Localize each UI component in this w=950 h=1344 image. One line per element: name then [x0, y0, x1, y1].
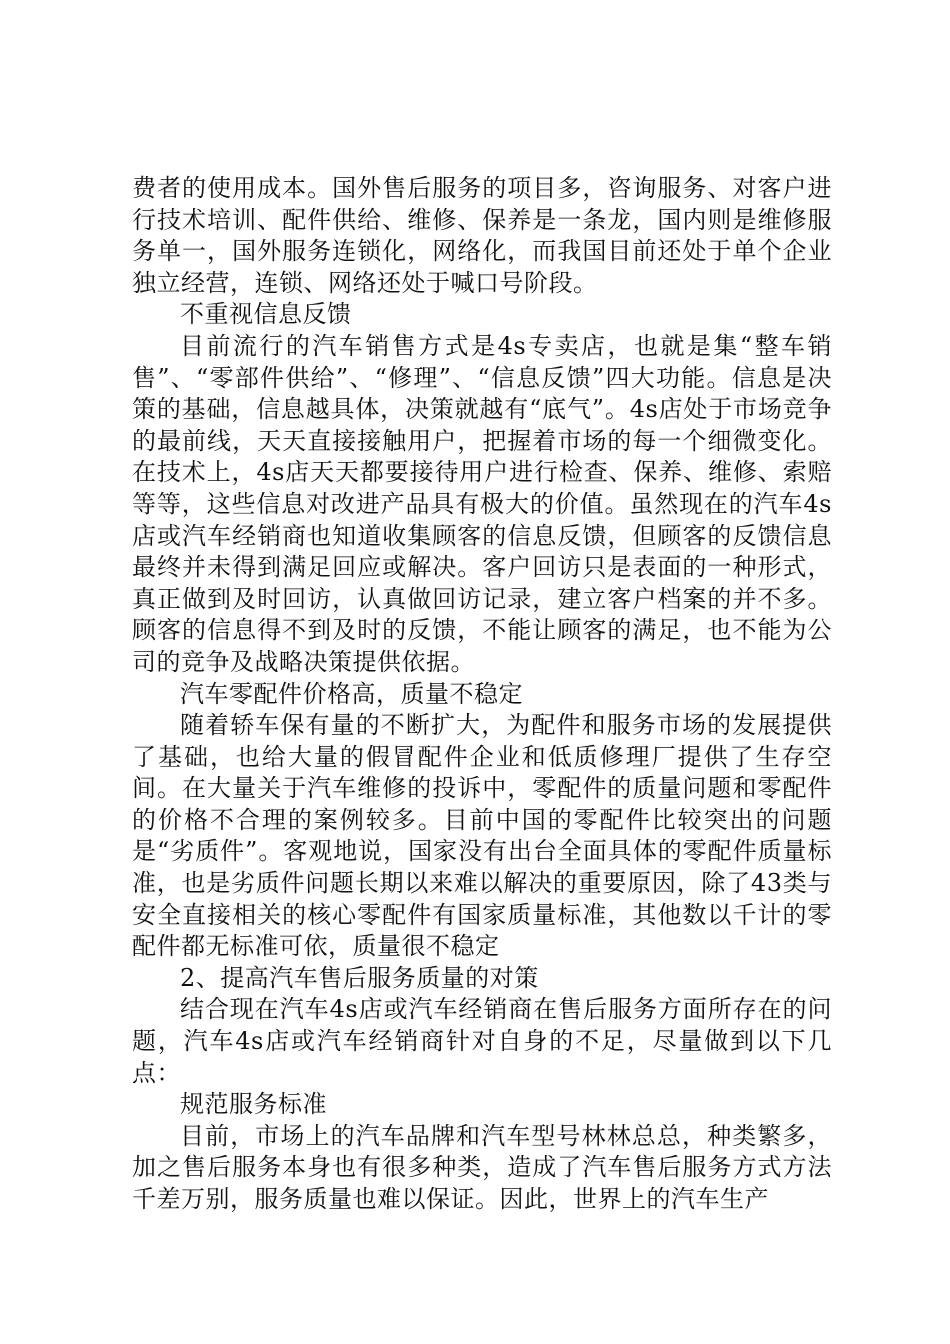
section-heading-info-feedback: 不重视信息反馈	[180, 300, 352, 329]
body-paragraph-5: 目前，市场上的汽车品牌和汽车型号林林总总，种类繁多，加之售后服务本身也有很多种类，造成了汽车售后服务方式方法千差万别，服务质量也难以保证。因此，世界上的汽车生产	[132, 1121, 832, 1213]
document-page	[132, 173, 832, 1216]
body-paragraph-3: 随着轿车保有量的不断扩大，为配件和服务市场的发展提供了基础，也给大量的假冒配件企业和低质修理厂提供了生存空间。在大量关于汽车维修的投诉中，零配件的质量问题和零配件的价格不合理的案例较多。目前中国的零配件比较突出的问题是“劣质件”。客观地说，国家没有出台全面具体的零配件质量标准，也是劣质件问题长期以来难以解决的重要原因，除了43类与安全直接相关的核心零配件有国家质量标准，其他数以千计的零配件都无标准可依，质量很不稳定	[132, 711, 832, 961]
body-paragraph-2: 目前流行的汽车销售方式是4s专卖店，也就是集“整车销售”、“零部件供给”、“修理”、“信息反馈”四大功能。信息是决策的基础，信息越具体，决策就越有“底气”。4s店处于市场竞争的最前线，天天直接接触用户，把握着市场的每一个细微变化。在技术上，4s店天天都要接待用户进行检查、保养、维修、索赔等等，这些信息对改进产品具有极大的价值。虽然现在的汽车4s店或汽车经销商也知道收集顾客的信息反馈，但顾客的反馈信息最终并未得到满足回应或解决。客户回访只是表面的一种形式，真正做到及时回访，认真做回访记录，建立客户档案的并不多。顾客的信息得不到及时的反馈，不能让顾客的满足，也不能为公司的竞争及战略决策提供依据。	[132, 331, 832, 676]
body-paragraph-4: 结合现在汽车4s店或汽车经销商在售后服务方面所存在的问题，汽车4s店或汽车经销商针对自身的不足，尽量做到以下几点：	[132, 995, 832, 1087]
section-heading-countermeasures: 2、提高汽车售后服务质量的对策	[180, 963, 539, 992]
section-heading-service-standard: 规范服务标准	[180, 1090, 327, 1119]
section-heading-parts-price: 汽车零配件价格高，质量不稳定	[180, 679, 523, 708]
body-paragraph-1: 费者的使用成本。国外售后服务的项目多，咨询服务、对客户进行技术培训、配件供给、维修、保养是一条龙，国内则是维修服务单一，国外服务连锁化，网络化，而我国目前还处于单个企业独立经营，连锁、网络还处于喊口号阶段。	[132, 174, 832, 297]
